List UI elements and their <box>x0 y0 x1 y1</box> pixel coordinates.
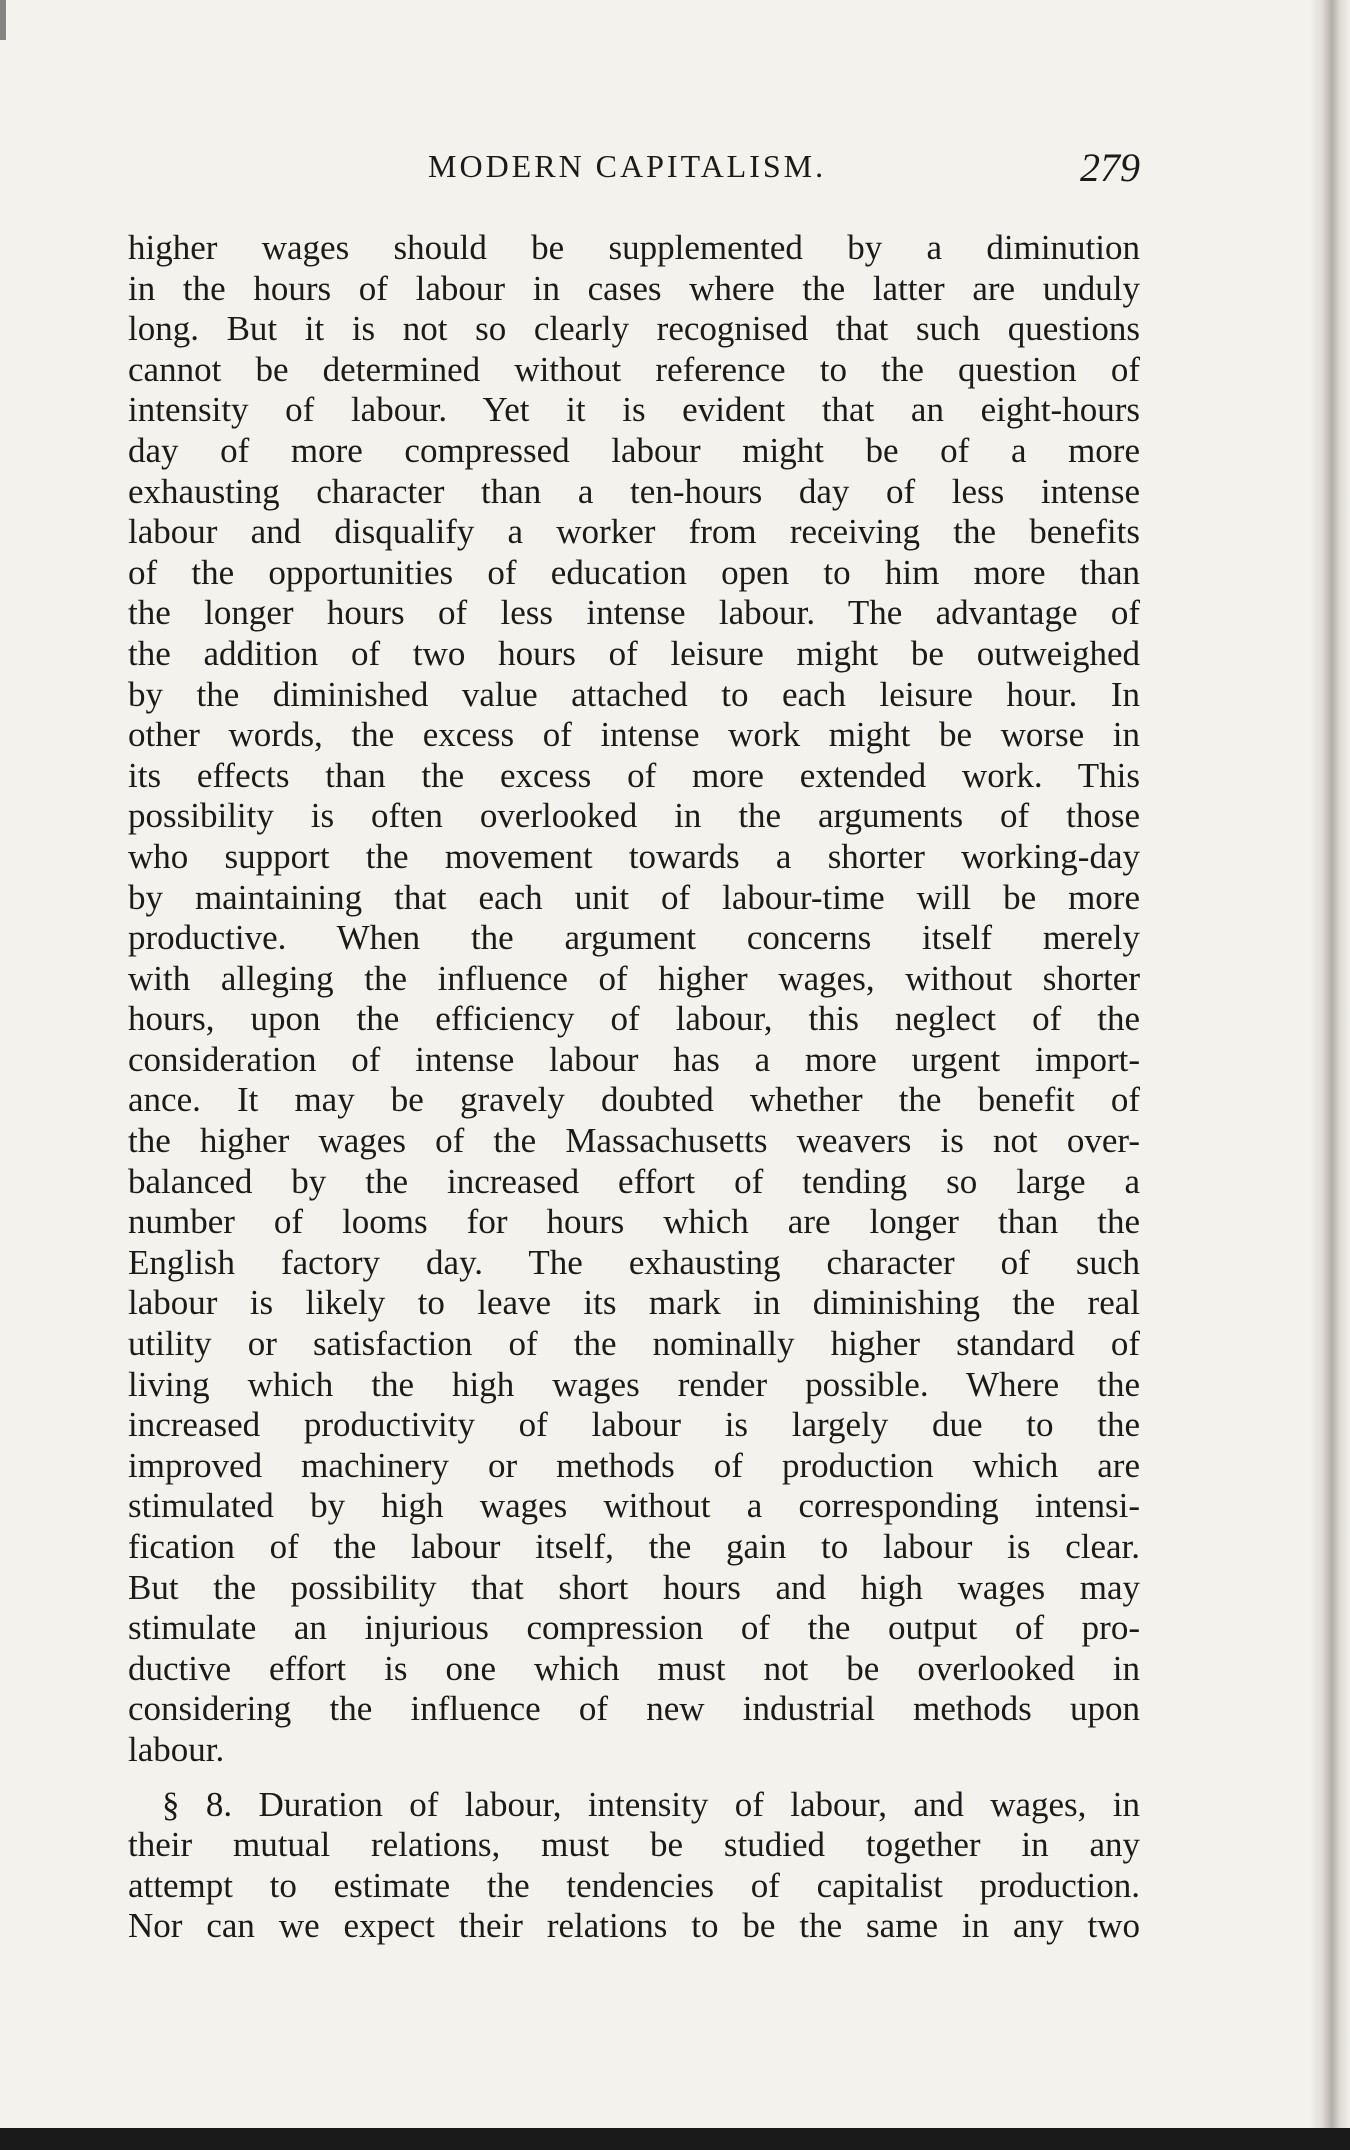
text-line: its effects than the excess of more extended work. This <box>128 755 1140 795</box>
text-line: of the opportunities of education open to him more than <box>128 552 1140 592</box>
text-line: stimulated by high wages without a corresponding intensi- <box>128 1486 1140 1526</box>
text-line: possibility is often overlooked in the arguments of those <box>128 796 1140 836</box>
scan-edge-mark <box>0 0 6 40</box>
running-title: MODERN CAPITALISM. <box>428 148 827 184</box>
text-line: exhausting character than a ten-hours day of less intense <box>128 471 1140 511</box>
text-line: ance. It may be gravely doubted whether the benefit of <box>128 1080 1140 1120</box>
text-line: their mutual relations, must be studied together in any <box>128 1825 1140 1865</box>
text-line: day of more compressed labour might be of a more <box>128 430 1140 470</box>
text-line: English factory day. The exhausting character of such <box>128 1242 1140 1282</box>
text-line: balanced by the increased effort of tending so large a <box>128 1161 1140 1201</box>
text-line: hours, upon the efficiency of labour, this neglect of the <box>128 999 1140 1039</box>
paragraph <box>128 228 1140 1771</box>
text-line: other words, the excess of intense work might be worse in <box>128 715 1140 755</box>
text-line: consideration of intense labour has a more urgent import- <box>128 1039 1140 1079</box>
text-line: But the possibility that short hours and high wages may <box>128 1567 1140 1607</box>
text-line: long. But it is not so clearly recognised that such questions <box>128 309 1140 349</box>
text-line: number of looms for hours which are longer than the <box>128 1202 1140 1242</box>
text-line: higher wages should be supplemented by a diminution <box>128 228 1140 267</box>
body-text <box>128 228 1140 1947</box>
text-line: attempt to estimate the tendencies of capitalist production. <box>128 1865 1140 1905</box>
text-line: improved machinery or methods of production which are <box>128 1445 1140 1485</box>
text-line: labour. <box>128 1729 225 1769</box>
text-line: stimulate an injurious compression of the output of pro- <box>128 1608 1140 1648</box>
page-number: 279 <box>1080 145 1140 190</box>
text-line: the addition of two hours of leisure might be outweighed <box>128 633 1140 673</box>
text-line: labour is likely to leave its mark in diminishing the real <box>128 1283 1140 1323</box>
text-line: utility or satisfaction of the nominally higher standard of <box>128 1324 1140 1364</box>
text-line: Nor can we expect their relations to be the same in any two <box>128 1906 1140 1946</box>
binding-gutter <box>1310 0 1350 2150</box>
text-line: fication of the labour itself, the gain to labour is clear. <box>128 1527 1140 1566</box>
text-line: who support the movement towards a shorter working-day <box>128 836 1140 876</box>
text-line: intensity of labour. Yet it is evident that an eight-hours <box>128 390 1140 430</box>
text-line: the higher wages of the Massachusetts weavers is not over- <box>128 1121 1140 1161</box>
text-line: the longer hours of less intense labour. The advantage of <box>128 593 1140 633</box>
text-line: living which the high wages render possible. Where the <box>128 1364 1140 1404</box>
paragraph <box>128 1785 1140 1947</box>
text-line: considering the influence of new industrial methods upon <box>128 1689 1140 1729</box>
text-line: increased productivity of labour is largely due to the <box>128 1405 1140 1445</box>
text-line: by the diminished value attached to each leisure hour. In <box>128 674 1140 714</box>
text-line: labour and disqualify a worker from receiving the benefits <box>128 512 1140 552</box>
page-header <box>128 145 1140 196</box>
paragraph-gap <box>128 1771 1140 1785</box>
text-line: in the hours of labour in cases where the latter are unduly <box>128 268 1140 308</box>
text-line: § 8. Duration of labour, intensity of labour, and wages, in <box>162 1784 1140 1824</box>
text-line: by maintaining that each unit of labour-time will be more <box>128 877 1140 917</box>
text-line: with alleging the influence of higher wages, without shorter <box>128 958 1140 998</box>
text-line: cannot be determined without reference to the question of <box>128 349 1140 389</box>
scan-bottom-edge <box>0 2128 1350 2150</box>
text-line: ductive effort is one which must not be overlooked in <box>128 1648 1140 1688</box>
text-line: productive. When the argument concerns itself merely <box>128 918 1140 958</box>
